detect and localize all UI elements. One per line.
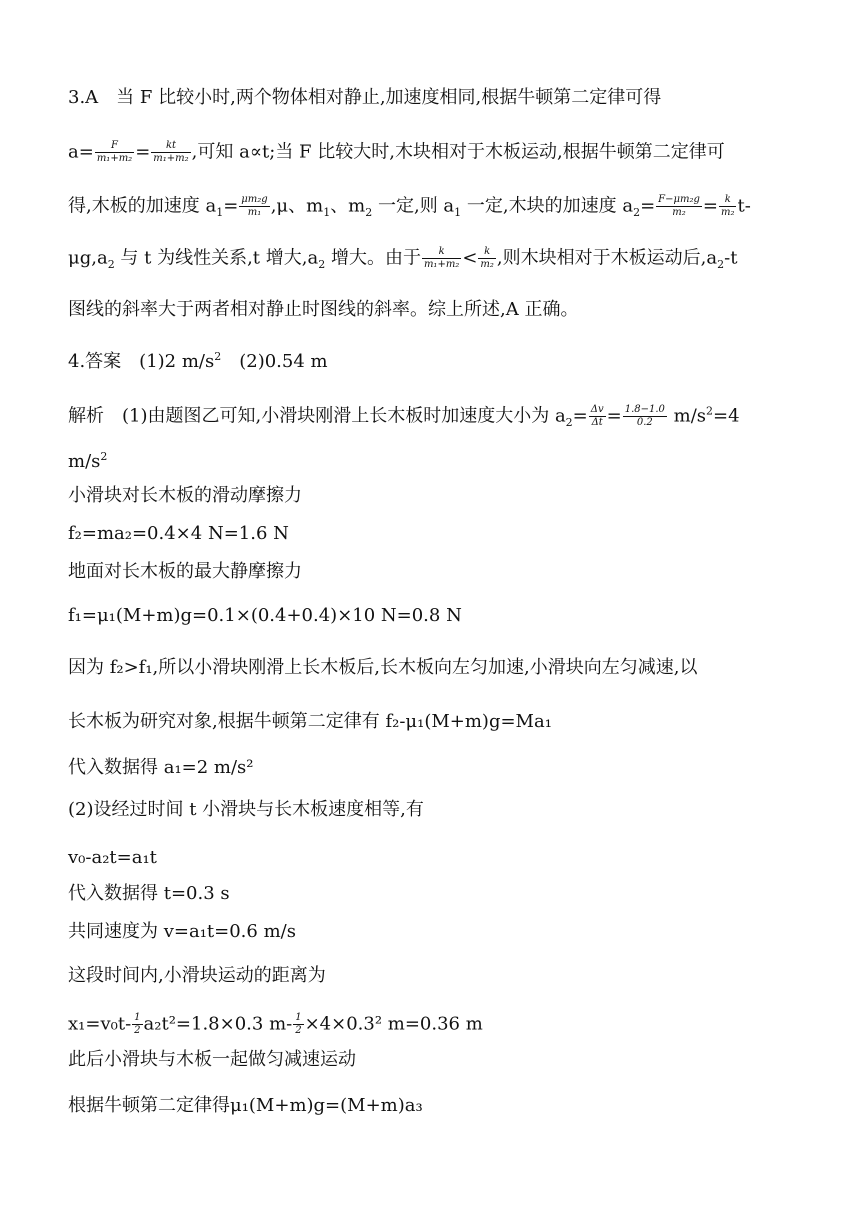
text: 这段时间内,小滑块运动的距离为 [68, 965, 326, 986]
text: 一定,则 a [372, 195, 455, 217]
fraction-numerator: 1 [295, 1012, 302, 1023]
fraction-denominator: m₁+m₂ [423, 259, 460, 270]
solution-3-line-4 [68, 246, 737, 271]
solution-3-line-1 [68, 86, 661, 110]
subscript: 1 [323, 206, 331, 220]
analysis-line-6 [68, 604, 462, 628]
text: ,μ、m [270, 195, 324, 217]
subscript: 2 [107, 258, 115, 272]
fraction-denominator: m₁+m₂ [153, 153, 189, 164]
fraction-numerator: μm₂g [241, 194, 268, 205]
analysis-line-10 [68, 798, 424, 822]
fraction-denominator: m₂ [672, 207, 686, 218]
text: 与 t 为线性关系,t 增大,a [114, 247, 319, 269]
fraction [422, 246, 461, 271]
analysis-line-3 [68, 484, 302, 508]
text: 得,木板的加速度 a [68, 195, 217, 217]
text: = [640, 195, 656, 217]
fraction [95, 140, 134, 165]
text: ×4×0.3² m=0.36 m [304, 1013, 483, 1035]
analysis-line-15 [68, 1012, 483, 1037]
text: 一定,木块的加速度 a [461, 195, 634, 217]
analysis-line-9 [68, 756, 254, 780]
text: 小滑块对长木板的滑动摩擦力 [68, 485, 302, 506]
text: 增大。由于 [325, 247, 421, 269]
fraction-denominator: m₂ [480, 259, 494, 270]
analysis-line-7 [68, 656, 697, 680]
text: (2)0.54 m [221, 351, 328, 372]
text: a₂t²=1.8×0.3 m- [143, 1013, 293, 1035]
solution-3-line-5 [68, 298, 578, 322]
text: 图线的斜率大于两者相对静止时图线的斜率。综上所述,A [68, 299, 525, 320]
text: (1)由题图乙可知,小滑块刚滑上长木板时加速度大小为 a [104, 405, 566, 427]
text: m/s [68, 451, 101, 472]
text: (2)设经过时间 t 小滑块与长木板速度相等,有 [68, 799, 424, 820]
fraction-numerator: k [478, 246, 496, 259]
text: 共同速度为 v=a₁t=0.6 m/s [68, 921, 296, 942]
text: 根据牛顿第二定律得μ₁(M+m)g=(M+m)a₃ [68, 1095, 423, 1116]
text: 。 [560, 299, 579, 320]
text: 长木板为研究对象,根据牛顿第二定律有 f₂-μ₁(M+m)g=Ma₁ [68, 711, 552, 732]
text: ,则木块相对于木板运动后,a [496, 247, 718, 269]
fraction [478, 246, 496, 271]
text: t- [737, 195, 751, 217]
text: = [223, 195, 239, 217]
text: μg,a [68, 247, 108, 269]
fraction-numerator: Δv [590, 404, 604, 415]
text: ,可知 a∝t;当 F 比较大时,木块相对于木板运动,根据牛顿第二定律可 [191, 141, 725, 163]
fraction [239, 194, 269, 219]
fraction-numerator: kt [151, 140, 190, 153]
solution-3-line-2 [68, 140, 725, 165]
superscript: 2 [100, 450, 108, 463]
subscript: 1 [216, 206, 224, 220]
fraction [293, 1012, 303, 1037]
text: = [135, 141, 151, 163]
subscript: 2 [565, 416, 573, 430]
subscript: 2 [633, 206, 641, 220]
fraction [623, 404, 667, 429]
analysis-line-16 [68, 1048, 356, 1072]
fraction [589, 404, 606, 429]
fraction-denominator: 0.2 [636, 417, 653, 428]
text: < [462, 247, 478, 269]
text: f₁=μ₁(M+m)g=0.1×(0.4+0.4)×10 N=0.8 N [68, 605, 462, 626]
text: = [606, 405, 622, 427]
analysis-line-2 [68, 450, 107, 474]
text: (1)2 m/s [121, 351, 215, 372]
fraction [132, 1012, 142, 1037]
analysis-line-12 [68, 882, 230, 906]
fraction-numerator: F−μm₂g [658, 194, 700, 205]
fraction-numerator: k [719, 194, 737, 207]
fraction-denominator: 2 [134, 1025, 141, 1036]
fraction-numerator: 1 [134, 1012, 141, 1023]
analysis-line-11 [68, 846, 157, 870]
fraction-numerator: F [95, 140, 134, 153]
text: 因为 f₂>f₁,所以小滑块刚滑上长木板后,长木板向左匀加速,小滑块向左匀减速,以 [68, 657, 698, 678]
text: = [572, 405, 588, 427]
analysis-line-8 [68, 710, 552, 734]
text: 3.A 当 F 比较小时,两个物体相对静止,加速度相同,根据牛顿第二定律可得 [68, 87, 662, 108]
fraction [656, 194, 702, 219]
analysis-line-1 [68, 404, 740, 429]
text: = [702, 195, 718, 217]
text: 代入数据得 a₁=2 m/s² [68, 757, 254, 778]
fraction-denominator: m₂ [720, 207, 735, 218]
fraction-denominator: m₁+m₂ [96, 153, 133, 164]
answer-label: 4.答案 [68, 351, 122, 372]
text: =4 [713, 405, 740, 427]
text: 正确 [524, 299, 561, 320]
fraction-denominator: 2 [295, 1025, 302, 1036]
analysis-line-4 [68, 522, 289, 546]
subscript: 1 [454, 206, 462, 220]
text: a= [68, 141, 94, 163]
subscript: 2 [365, 206, 373, 220]
fraction-denominator: Δt [591, 417, 603, 428]
text: -t [724, 247, 738, 269]
superscript: 2 [706, 404, 714, 418]
fraction-denominator: m₁ [247, 207, 262, 218]
text: v₀-a₂t=a₁t [68, 847, 157, 868]
text: f₂=ma₂=0.4×4 N=1.6 N [68, 523, 289, 544]
text: 、m [330, 195, 366, 217]
text: 地面对长木板的最大静摩擦力 [68, 561, 302, 582]
analysis-line-14 [68, 964, 326, 988]
subscript: 2 [318, 258, 326, 272]
superscript: 2 [214, 350, 222, 363]
text: 此后小滑块与木板一起做匀减速运动 [68, 1049, 356, 1070]
answer-4-line [68, 350, 328, 374]
text: 代入数据得 t=0.3 s [68, 883, 230, 904]
text: m/s [667, 405, 707, 427]
text: x₁=v₀t- [68, 1013, 132, 1035]
subscript: 2 [717, 258, 725, 272]
fraction-numerator: k [422, 246, 461, 259]
analysis-line-13 [68, 920, 296, 944]
fraction-numerator: 1.8−1.0 [624, 404, 665, 415]
fraction [151, 140, 190, 165]
analysis-label: 解析 [68, 405, 104, 427]
analysis-line-17 [68, 1094, 423, 1118]
analysis-line-5 [68, 560, 302, 584]
solution-3-line-3 [68, 194, 751, 219]
fraction [719, 194, 737, 219]
